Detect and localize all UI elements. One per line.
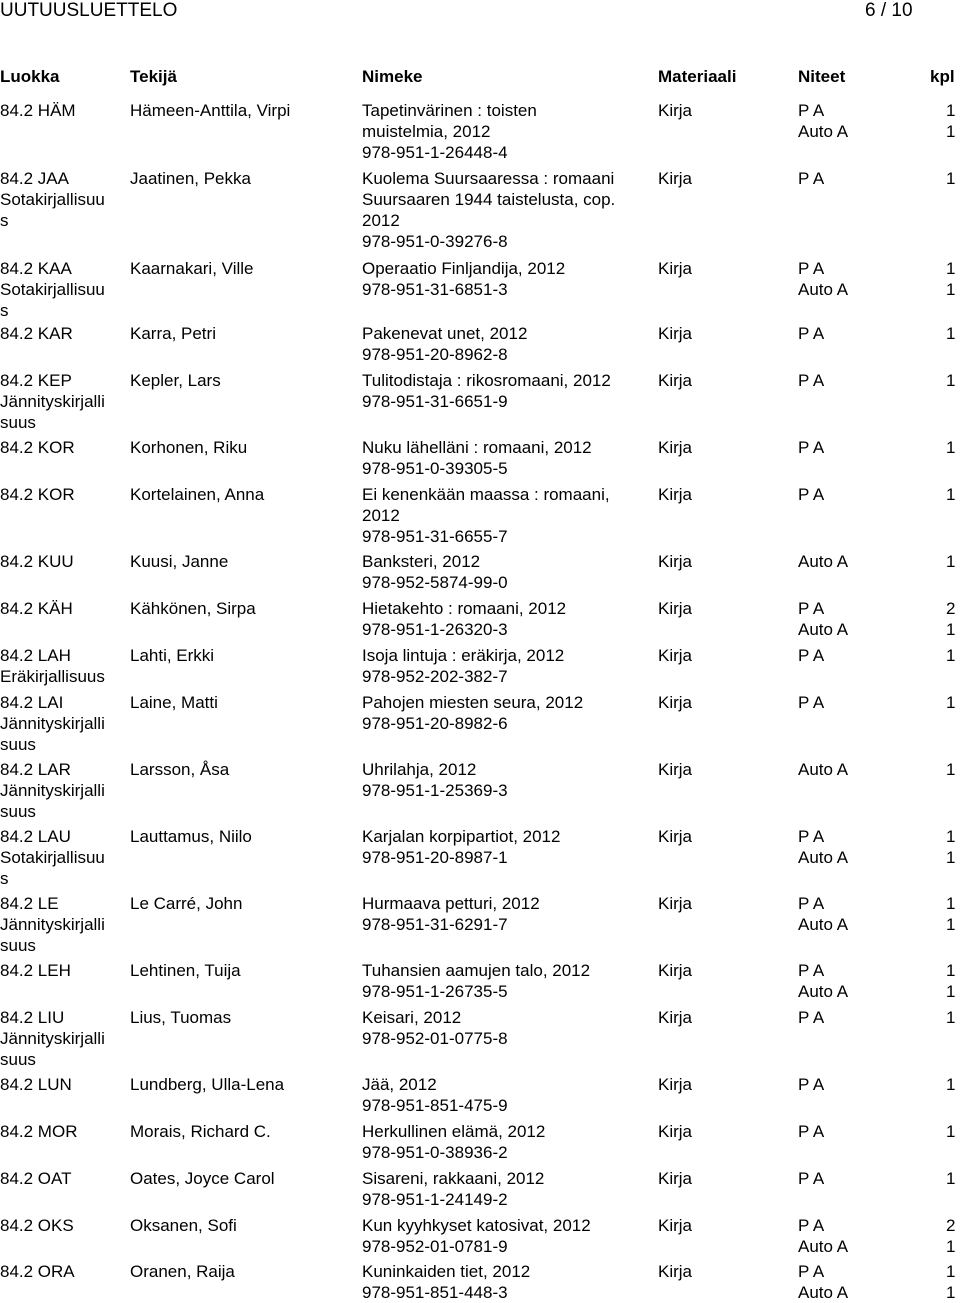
classification-line: Jännityskirjalli — [0, 392, 105, 411]
count-cell — [946, 692, 960, 713]
copies-location-cell — [798, 1007, 918, 1028]
author-cell: Lahti, Erkki — [130, 646, 215, 665]
copies-location: Auto A — [798, 760, 849, 779]
title-line: Kuninkaiden tiet, 2012 — [362, 1262, 531, 1281]
title-line: 978-951-1-26320-3 — [362, 620, 508, 639]
title-cell — [362, 168, 654, 252]
classification-line: Sotakirjallisuu — [0, 190, 105, 209]
title-line: 2012 — [362, 211, 400, 230]
copies-count: 1 — [946, 280, 956, 299]
classification-line: 84.2 KOR — [0, 485, 75, 504]
author-cell: Kaarnakari, Ville — [130, 259, 254, 278]
title-line: 978-952-5874-99-0 — [362, 573, 508, 592]
copies-location: P A — [798, 599, 825, 618]
classification-line: Jännityskirjalli — [0, 915, 105, 934]
title-cell — [362, 1074, 654, 1116]
title-line: 978-951-31-6655-7 — [362, 527, 508, 546]
copies-location: P A — [798, 961, 825, 980]
count-cell — [946, 1168, 960, 1189]
copies-location-cell — [798, 645, 918, 666]
classification-line: 84.2 KAA — [0, 259, 72, 278]
title-line: Keisari, 2012 — [362, 1008, 462, 1027]
copies-count: 1 — [946, 371, 956, 390]
copies-location-cell — [798, 759, 918, 780]
author-cell: Oranen, Raija — [130, 1262, 235, 1281]
count-cell — [946, 323, 960, 344]
classification-cell — [0, 692, 126, 755]
classification-cell — [0, 1007, 126, 1070]
material-cell: Kirja — [658, 827, 693, 846]
title-line: Banksteri, 2012 — [362, 552, 481, 571]
copies-location: P A — [798, 485, 825, 504]
title-cell — [362, 323, 654, 365]
copies-location-cell — [798, 258, 918, 300]
copies-count: 1 — [946, 1169, 956, 1188]
copies-location-cell — [798, 960, 918, 1002]
author-cell: Oates, Joyce Carol — [130, 1169, 275, 1188]
classification-cell — [0, 484, 126, 505]
title-cell — [362, 893, 654, 935]
copies-location: Auto A — [798, 982, 849, 1001]
copies-location: P A — [798, 1075, 825, 1094]
copies-location: P A — [798, 827, 825, 846]
classification-line: suus — [0, 1050, 36, 1069]
title-line: 978-951-31-6291-7 — [362, 915, 508, 934]
title-line: Nuku lähelläni : romaani, 2012 — [362, 438, 592, 457]
title-cell — [362, 437, 654, 479]
title-cell — [362, 484, 654, 547]
copies-location: P A — [798, 1008, 825, 1027]
author-cell: Kuusi, Janne — [130, 552, 229, 571]
copies-location-cell — [798, 598, 918, 640]
copies-location: P A — [798, 894, 825, 913]
classification-cell — [0, 960, 126, 981]
copies-location-cell — [798, 323, 918, 344]
title-cell — [362, 826, 654, 868]
copies-location-cell — [798, 1215, 918, 1257]
count-cell — [946, 645, 960, 666]
title-line: 978-951-0-38936-2 — [362, 1143, 508, 1162]
classification-cell — [0, 168, 126, 231]
material-cell: Kirja — [658, 599, 693, 618]
material-cell: Kirja — [658, 1008, 693, 1027]
column-header-tekija: Tekijä — [130, 67, 177, 86]
copies-count: 2 — [946, 599, 956, 618]
title-line: 978-951-31-6851-3 — [362, 280, 508, 299]
material-cell: Kirja — [658, 1262, 693, 1281]
count-cell — [946, 100, 960, 142]
copies-location: P A — [798, 1216, 825, 1235]
title-cell — [362, 1168, 654, 1210]
title-line: Ei kenenkään maassa : romaani, — [362, 485, 610, 504]
copies-count: 1 — [946, 552, 956, 571]
classification-line: 84.2 KEP — [0, 371, 72, 390]
copies-count: 1 — [946, 485, 956, 504]
title-line: Sisareni, rakkaani, 2012 — [362, 1169, 545, 1188]
material-cell: Kirja — [658, 1075, 693, 1094]
count-cell — [946, 598, 960, 640]
count-cell — [946, 551, 960, 572]
material-cell: Kirja — [658, 1169, 693, 1188]
title-cell — [362, 692, 654, 734]
column-header-niteet: Niteet — [798, 67, 846, 86]
author-cell: Le Carré, John — [130, 894, 243, 913]
classification-cell — [0, 100, 126, 121]
classification-line: 84.2 LE — [0, 894, 59, 913]
copies-location: Auto A — [798, 1283, 849, 1302]
copies-location-cell — [798, 1261, 918, 1303]
title-line: 978-951-20-8982-6 — [362, 714, 508, 733]
count-cell — [946, 1121, 960, 1142]
material-cell: Kirja — [658, 1216, 693, 1235]
title-line: 978-951-0-39276-8 — [362, 232, 508, 251]
copies-count: 1 — [946, 1283, 956, 1302]
copies-location: Auto A — [798, 1237, 849, 1256]
copies-count: 1 — [946, 122, 956, 141]
classification-line: s — [0, 301, 9, 320]
classification-line: 84.2 LAH — [0, 646, 71, 665]
copies-location-cell — [798, 551, 918, 572]
classification-line: 84.2 OKS — [0, 1216, 74, 1235]
material-cell: Kirja — [658, 485, 693, 504]
classification-cell — [0, 645, 126, 687]
classification-line: 84.2 KÄH — [0, 599, 73, 618]
table-header — [0, 66, 960, 88]
author-cell: Lehtinen, Tuija — [130, 961, 241, 980]
classification-line: Jännityskirjalli — [0, 1029, 105, 1048]
count-cell — [946, 893, 960, 935]
count-cell — [946, 1007, 960, 1028]
copies-location-cell — [798, 484, 918, 505]
classification-cell — [0, 437, 126, 458]
material-cell: Kirja — [658, 552, 693, 571]
title-cell — [362, 1007, 654, 1049]
classification-line: 84.2 KUU — [0, 552, 74, 571]
author-cell: Kähkönen, Sirpa — [130, 599, 256, 618]
title-cell — [362, 598, 654, 640]
copies-location-cell — [798, 100, 918, 142]
classification-line: Eräkirjallisuus — [0, 667, 105, 686]
title-line: 2012 — [362, 506, 400, 525]
title-line: Jää, 2012 — [362, 1075, 437, 1094]
classification-line: 84.2 ORA — [0, 1262, 75, 1281]
author-cell: Laine, Matti — [130, 693, 218, 712]
classification-line: 84.2 OAT — [0, 1169, 72, 1188]
title-line: Operaatio Finljandija, 2012 — [362, 259, 566, 278]
title-line: Hurmaava petturi, 2012 — [362, 894, 540, 913]
title-line: Tuhansien aamujen talo, 2012 — [362, 961, 591, 980]
count-cell — [946, 370, 960, 391]
copies-location-cell — [798, 1074, 918, 1095]
classification-line: suus — [0, 413, 36, 432]
author-cell: Jaatinen, Pekka — [130, 169, 251, 188]
classification-line: 84.2 JAA — [0, 169, 69, 188]
classification-line: Sotakirjallisuu — [0, 848, 105, 867]
copies-count: 1 — [946, 982, 956, 1001]
author-cell: Larsson, Åsa — [130, 760, 230, 779]
count-cell — [946, 1261, 960, 1303]
title-cell — [362, 645, 654, 687]
classification-line: 84.2 LAR — [0, 760, 71, 779]
classification-line: suus — [0, 735, 36, 754]
title-line: Tulitodistaja : rikosromaani, 2012 — [362, 371, 611, 390]
author-cell: Morais, Richard C. — [130, 1122, 271, 1141]
material-cell: Kirja — [658, 894, 693, 913]
classification-cell — [0, 1215, 126, 1236]
copies-count: 1 — [946, 169, 956, 188]
title-line: Kun kyyhkyset katosivat, 2012 — [362, 1216, 591, 1235]
copies-location-cell — [798, 1168, 918, 1189]
title-line: 978-951-851-448-3 — [362, 1283, 508, 1302]
classification-cell — [0, 1261, 126, 1282]
copies-count: 2 — [946, 1216, 956, 1235]
copies-location: P A — [798, 1169, 825, 1188]
title-line: Karjalan korpipartiot, 2012 — [362, 827, 561, 846]
copies-count: 1 — [946, 620, 956, 639]
title-line: Herkullinen elämä, 2012 — [362, 1122, 546, 1141]
title-line: Kuolema Suursaaressa : romaani — [362, 169, 615, 188]
material-cell: Kirja — [658, 693, 693, 712]
copies-location: P A — [798, 259, 825, 278]
title-line: 978-952-01-0781-9 — [362, 1237, 508, 1256]
copies-location: P A — [798, 1122, 825, 1141]
classification-line: Jännityskirjalli — [0, 714, 105, 733]
copies-count: 1 — [946, 827, 956, 846]
count-cell — [946, 258, 960, 300]
title-line: 978-951-1-26735-5 — [362, 982, 508, 1001]
copies-location-cell — [798, 168, 918, 189]
copies-count: 1 — [946, 1237, 956, 1256]
title-line: Pakenevat unet, 2012 — [362, 324, 528, 343]
title-cell — [362, 551, 654, 593]
count-cell — [946, 960, 960, 1002]
copies-count: 1 — [946, 760, 956, 779]
material-cell: Kirja — [658, 961, 693, 980]
title-line: 978-951-1-24149-2 — [362, 1190, 508, 1209]
column-header-kpl: kpl — [930, 67, 955, 86]
page-number: 6 / 10 — [865, 0, 913, 21]
classification-line: Jännityskirjalli — [0, 781, 105, 800]
author-cell: Kortelainen, Anna — [130, 485, 265, 504]
title-line: 978-951-20-8962-8 — [362, 345, 508, 364]
title-cell — [362, 100, 654, 163]
author-cell: Lius, Tuomas — [130, 1008, 232, 1027]
copies-location: P A — [798, 324, 825, 343]
copies-location-cell — [798, 370, 918, 391]
title-cell — [362, 759, 654, 801]
title-line: 978-951-1-25369-3 — [362, 781, 508, 800]
copies-count: 1 — [946, 1008, 956, 1027]
author-cell: Lundberg, Ulla-Lena — [130, 1075, 285, 1094]
title-line: Hietakehto : romaani, 2012 — [362, 599, 567, 618]
material-cell: Kirja — [658, 324, 693, 343]
count-cell — [946, 484, 960, 505]
copies-count: 1 — [946, 961, 956, 980]
material-cell: Kirja — [658, 101, 693, 120]
copies-count: 1 — [946, 1262, 956, 1281]
material-cell: Kirja — [658, 760, 693, 779]
classification-cell — [0, 759, 126, 822]
page-title: UUTUUSLUETTELO — [0, 0, 178, 21]
copies-location: P A — [798, 646, 825, 665]
copies-count: 1 — [946, 693, 956, 712]
classification-line: 84.2 KAR — [0, 324, 73, 343]
copies-location-cell — [798, 893, 918, 935]
title-line: 978-952-01-0775-8 — [362, 1029, 508, 1048]
material-cell: Kirja — [658, 1122, 693, 1141]
copies-count: 1 — [946, 1122, 956, 1141]
count-cell — [946, 168, 960, 189]
count-cell — [946, 1074, 960, 1095]
title-line: 978-951-1-26448-4 — [362, 143, 508, 162]
material-cell: Kirja — [658, 438, 693, 457]
classification-cell — [0, 598, 126, 619]
classification-line: s — [0, 211, 9, 230]
classification-cell — [0, 258, 126, 321]
title-cell — [362, 1261, 654, 1303]
copies-location: Auto A — [798, 915, 849, 934]
classification-cell — [0, 323, 126, 344]
title-line: Tapetinvärinen : toisten — [362, 101, 537, 120]
classification-cell — [0, 893, 126, 956]
title-cell — [362, 1215, 654, 1257]
classification-line: 84.2 HÄM — [0, 101, 76, 120]
copies-count: 1 — [946, 1075, 956, 1094]
copies-count: 1 — [946, 894, 956, 913]
author-cell: Karra, Petri — [130, 324, 216, 343]
copies-count: 1 — [946, 646, 956, 665]
title-cell — [362, 258, 654, 300]
title-line: 978-951-31-6651-9 — [362, 392, 508, 411]
classification-cell — [0, 826, 126, 889]
copies-location-cell — [798, 1121, 918, 1142]
column-header-luokka: Luokka — [0, 67, 60, 86]
classification-line: 84.2 LAU — [0, 827, 71, 846]
title-cell — [362, 370, 654, 412]
count-cell — [946, 1215, 960, 1257]
classification-cell — [0, 1121, 126, 1142]
classification-line: s — [0, 869, 9, 888]
copies-location: P A — [798, 693, 825, 712]
copies-location: Auto A — [798, 552, 849, 571]
classification-cell — [0, 551, 126, 572]
copies-count: 1 — [946, 915, 956, 934]
copies-count: 1 — [946, 259, 956, 278]
author-cell: Oksanen, Sofi — [130, 1216, 237, 1235]
title-line: Isoja lintuja : eräkirja, 2012 — [362, 646, 565, 665]
title-line: muistelmia, 2012 — [362, 122, 491, 141]
title-line: 978-951-20-8987-1 — [362, 848, 508, 867]
material-cell: Kirja — [658, 646, 693, 665]
classification-line: suus — [0, 936, 36, 955]
copies-location: P A — [798, 438, 825, 457]
column-header-materiaali: Materiaali — [658, 67, 737, 86]
author-cell: Kepler, Lars — [130, 371, 221, 390]
copies-location: Auto A — [798, 122, 849, 141]
classification-line: suus — [0, 802, 36, 821]
copies-location: P A — [798, 371, 825, 390]
classification-line: 84.2 KOR — [0, 438, 75, 457]
copies-count: 1 — [946, 848, 956, 867]
material-cell: Kirja — [658, 259, 693, 278]
classification-line: 84.2 MOR — [0, 1122, 78, 1141]
copies-location: Auto A — [798, 848, 849, 867]
classification-cell — [0, 370, 126, 433]
material-cell: Kirja — [658, 169, 693, 188]
copies-count: 1 — [946, 438, 956, 457]
classification-line: 84.2 LEH — [0, 961, 71, 980]
classification-cell — [0, 1074, 126, 1095]
copies-location: Auto A — [798, 620, 849, 639]
author-cell: Korhonen, Riku — [130, 438, 248, 457]
classification-line: 84.2 LAI — [0, 693, 64, 712]
title-line: 978-951-0-39305-5 — [362, 459, 508, 478]
classification-line: 84.2 LIU — [0, 1008, 65, 1027]
author-cell: Lauttamus, Niilo — [130, 827, 252, 846]
copies-count: 1 — [946, 101, 956, 120]
author-cell: Hämeen-Anttila, Virpi — [130, 101, 291, 120]
count-cell — [946, 437, 960, 458]
copies-location: Auto A — [798, 280, 849, 299]
copies-count: 1 — [946, 324, 956, 343]
title-line: 978-952-202-382-7 — [362, 667, 508, 686]
copies-location: P A — [798, 1262, 825, 1281]
count-cell — [946, 759, 960, 780]
material-cell: Kirja — [658, 371, 693, 390]
count-cell — [946, 826, 960, 868]
copies-location-cell — [798, 692, 918, 713]
title-cell — [362, 1121, 654, 1163]
copies-location: P A — [798, 101, 825, 120]
classification-line: Sotakirjallisuu — [0, 280, 105, 299]
title-cell — [362, 960, 654, 1002]
title-line: Uhrilahja, 2012 — [362, 760, 477, 779]
column-header-nimeke: Nimeke — [362, 67, 423, 86]
classification-cell — [0, 1168, 126, 1189]
title-line: Pahojen miesten seura, 2012 — [362, 693, 584, 712]
copies-location-cell — [798, 826, 918, 868]
title-line: 978-951-851-475-9 — [362, 1096, 508, 1115]
title-line: Suursaaren 1944 taistelusta, cop. — [362, 190, 616, 209]
copies-location-cell — [798, 437, 918, 458]
classification-line: 84.2 LUN — [0, 1075, 72, 1094]
copies-location: P A — [798, 169, 825, 188]
